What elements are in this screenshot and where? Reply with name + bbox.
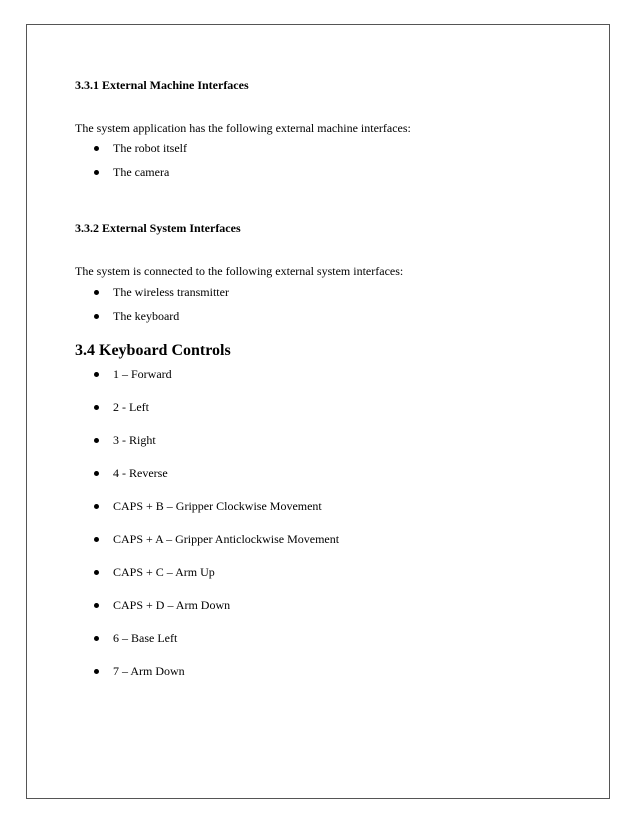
bullet-icon: [94, 603, 99, 608]
bullet-icon: [94, 537, 99, 542]
bullet-icon: [94, 314, 99, 319]
bullet-icon: [94, 372, 99, 377]
bullet-icon: [94, 636, 99, 641]
bullet-icon: [94, 170, 99, 175]
list-item-text: The camera: [113, 165, 170, 179]
list-item-text: The wireless transmitter: [113, 285, 229, 299]
bullet-icon: [94, 438, 99, 443]
bullet-icon: [94, 405, 99, 410]
intro-external-system-interfaces: The system is connected to the following external system interfaces:: [75, 264, 404, 278]
bullet-icon: [94, 669, 99, 674]
list-item-text: 6 – Base Left: [113, 631, 178, 645]
list-item-text: CAPS + A – Gripper Anticlockwise Movement: [113, 532, 340, 546]
list-item-text: The robot itself: [113, 141, 187, 155]
bullet-icon: [94, 146, 99, 151]
bullet-icon: [94, 504, 99, 509]
list-item-text: CAPS + B – Gripper Clockwise Movement: [113, 499, 322, 513]
heading-keyboard-controls: 3.4 Keyboard Controls: [75, 342, 231, 359]
list-item-text: 3 - Right: [113, 433, 156, 447]
list-item-text: 2 - Left: [113, 400, 149, 414]
intro-external-machine-interfaces: The system application has the following external machine interfaces:: [75, 121, 411, 135]
list-item-text: The keyboard: [113, 309, 180, 323]
bullet-icon: [94, 290, 99, 295]
list-item-text: 4 - Reverse: [113, 466, 168, 480]
list-item-text: CAPS + C – Arm Up: [113, 565, 215, 579]
heading-external-machine-interfaces: 3.3.1 External Machine Interfaces: [75, 78, 249, 92]
heading-external-system-interfaces: 3.3.2 External System Interfaces: [75, 221, 241, 235]
list-item-text: 7 – Arm Down: [113, 664, 185, 678]
list-item-text: 1 – Forward: [113, 367, 172, 381]
bullet-icon: [94, 570, 99, 575]
list-item-text: CAPS + D – Arm Down: [113, 598, 231, 612]
bullet-icon: [94, 471, 99, 476]
